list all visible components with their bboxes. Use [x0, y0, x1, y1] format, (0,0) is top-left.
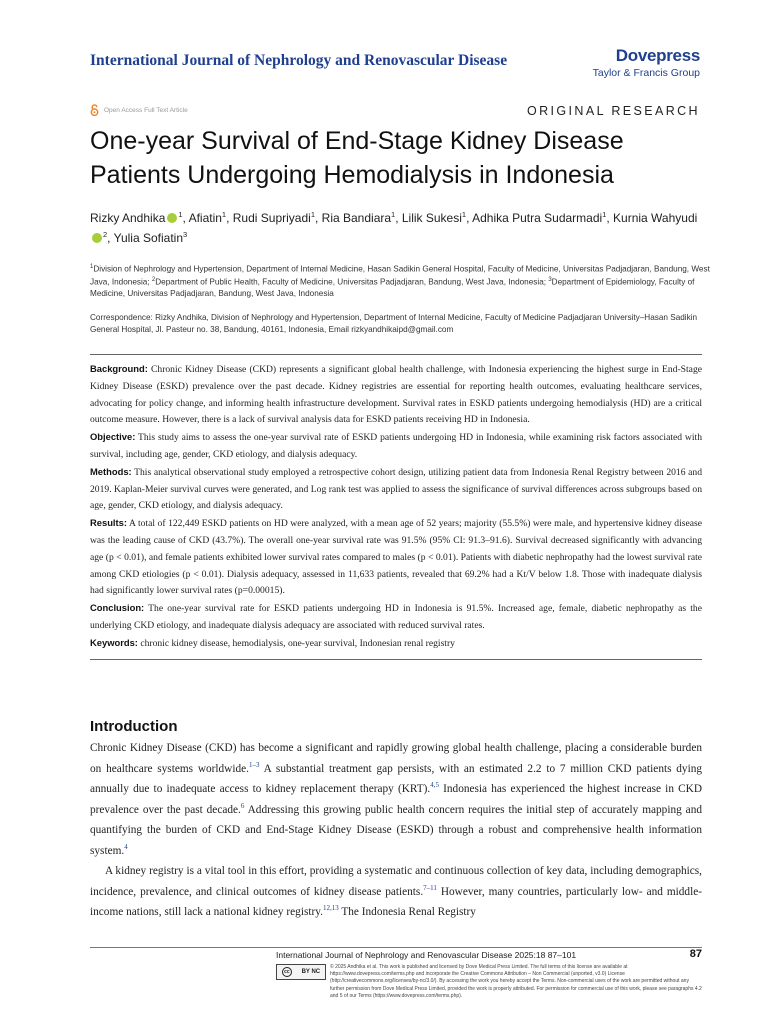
citation-link[interactable]: 6 [240, 801, 245, 810]
affiliation-number: 2 [151, 277, 156, 284]
abstract-section-text: A total of 122,449 ESKD patients on HD were analyzed, with a mean age of 52 years; majority (55.5%) were male, and hypertensive kidney disease was the leading cause of CKD (43.7%). The overall one-year survival rate was 91.5% (95% CI: 91.3–91.6). Survival decreased significantly with advancing age (p < 0.01), and female patients exhibited lower survival rates compared to males (p < 0.01). Patients with diabetic nephropathy had the lowest survival rate among CKD etiologies (p < 0.01). Dialysis adequacy, assessed in 11,633 patients, revealed that 69.2% had a Kt/V below 1.8. Those with inadequate dialysis had significantly lower survival rates (p=0.00015). [90, 518, 702, 597]
abstract-section-text: This analytical observational study employed a retrospective cohort design, utilizing patient data from Indonesia Renal Registry between 2016 and 2019. Kaplan-Meier survival curves were generated, and Log rank test was applied to assess the significance of survival differences across subgroups based on age, gender, CKD etiology, and dialysis adequacy. [90, 466, 702, 512]
citation-link[interactable]: 1–3 [248, 760, 260, 769]
author-name: Adhika Putra Sudarmadi [472, 211, 603, 225]
author-name: Lilik Sukesi [401, 211, 462, 225]
intro-text: Chronic Kidney Disease (CKD) has become a significant and rapidly growing global health challenge, placing a considerable burden on healthcare systems worldwide. [90, 742, 702, 775]
license-text: © 2025 Andhika et al. This work is published and licensed by Dove Medical Press Limited. The full terms of this license are available at https://www.dovepress.com/terms.php and incorporate the Creative Commons Attribution – Non Commercial (unported, v3.0) License (http://creativecommons.org/licenses/by-nc/3.0/). By accessing the work you hereby accept the Terms. Non-commercial uses of the work are permitted without any further permission from Dove Medical Press Limited, provided the work is properly attributed. For permission for commercial use of this work, please see paragraphs 4.2 and 5 of our Terms (https://www.dovepress.com/terms.php). [330, 964, 702, 999]
intro-text: Addressing this growing public health concern requires the initial step of accurately mapping and quantifying the burden of CKD and End-Stage Kidney Disease (ESKD) through a robust and comprehensive health information system. [90, 803, 702, 857]
orcid-icon[interactable] [167, 213, 177, 223]
abstract-section [90, 600, 702, 635]
section-heading-introduction: Introduction [90, 718, 178, 735]
author-name: Rizky Andhika [90, 211, 166, 225]
footer-divider [90, 947, 702, 948]
author-affiliation-number: 1 [602, 210, 607, 219]
affiliation-text: Department of Epidemiology, Faculty of Medicine, Universitas Padjadjaran, Bandung, West Java, Indonesia [90, 277, 695, 299]
open-access-badge [90, 104, 188, 116]
abstract-section-text: chronic kidney disease, hemodialysis, one-year survival, Indonesian renal registry [137, 637, 455, 649]
author-affiliation-number: 3 [183, 230, 188, 239]
abstract-section [90, 429, 702, 464]
intro-paragraph-1 [90, 738, 702, 861]
author-name: Ria Bandiara [321, 211, 392, 225]
abstract-section-text: The one-year survival rate for ESKD patients undergoing HD in Indonesia is 91.5%. Increased age, female, diabetic nephropathy as the underlying CKD etiology, and inadequate dialysis adequacy are associated with reduced survival rates. [90, 603, 702, 631]
intro-text: However, many countries, particularly low- and middle-income nations, still lack a national kidney registry. [90, 885, 702, 918]
open-access-label: Open Access Full Text Article [104, 106, 188, 114]
publisher-logo [593, 46, 700, 79]
abstract-section-label: Conclusion: [90, 602, 145, 614]
orcid-icon[interactable] [92, 233, 102, 243]
citation-link[interactable]: 4 [124, 842, 128, 851]
abstract-section [90, 635, 702, 653]
affiliation-text: Division of Nephrology and Hypertension, Department of Internal Medicine, Hasan Sadikin General Hospital, Faculty of Medicine, Universitas Padjadjaran, Bandung, West Java, Indonesia; [90, 264, 710, 287]
article-type: ORIGINAL RESEARCH [526, 104, 700, 118]
citation-link[interactable]: 4,5 [430, 781, 439, 790]
open-access-icon [90, 104, 99, 116]
publisher-group: Taylor & Francis Group [592, 67, 700, 79]
intro-paragraph-2 [90, 861, 702, 923]
abstract-section-label: Objective: [90, 431, 136, 443]
cc-circle-icon: cc [282, 967, 292, 977]
author-affiliation-number: 1 [178, 210, 183, 219]
abstract-section-label: Keywords: [90, 636, 138, 648]
author-affiliation-number: 1 [310, 210, 315, 219]
author-name: Kurnia Wahyudi [613, 211, 698, 225]
article-title: One-year Survival of End-Stage Kidney Disease Patients Undergoing Hemodialysis in Indonesia [90, 127, 624, 189]
abstract-section-text: Chronic Kidney Disease (CKD) represents a significant global health challenge, with Indonesia experiencing the highest surge in End-Stage Kidney Disease (ESKD) prevalence over the past decade. Kidney registries are essential for reporting health outcomes, evaluating healthcare services, advocating for policy change, and informing health infrastructure development. Survival rates in ESKD patients undergoing hemodialysis (HD) are a critical outcome measure. However, there is a lack of survival analysis data for ESKD patients receiving HD in Indonesia. [90, 364, 702, 426]
abstract-section [90, 464, 702, 515]
footer-journal-citation: International Journal of Nephrology and Renovascular Disease 2025:18 87–101 [276, 950, 577, 960]
cc-label: BY NC [301, 969, 321, 975]
citation-link[interactable]: 12,13 [323, 904, 339, 913]
affiliation-number: 1 [90, 264, 94, 270]
author-affiliation-number: 1 [221, 210, 227, 219]
cc-license-icon[interactable] [276, 964, 326, 980]
intro-text: The Indonesia Renal Registry [338, 906, 476, 918]
author-affiliation-number: 1 [391, 210, 396, 219]
affiliation-number: 3 [548, 277, 552, 284]
publisher-name: Dovepress [615, 46, 700, 65]
affiliations [90, 262, 710, 300]
citation-link[interactable]: 7–11 [423, 883, 437, 892]
intro-text: A substantial treatment gap persists, with an estimated 2.2 to 7 million CKD patients dying annually due to inadequate access to kidney replacement therapy (KRT). [90, 762, 703, 795]
author-name: Afiatin [188, 211, 222, 225]
abstract-section [90, 515, 702, 600]
intro-text: A kidney registry is a vital tool in this effort, providing a systematic and continuous collection of key data, including demographics, incidence, prevalence, and clinical outcomes of kidney disease patients. [90, 865, 702, 898]
journal-title: International Journal of Nephrology and Renovascular Disease [90, 52, 508, 69]
abstract [90, 354, 702, 660]
correspondence: Correspondence: Rizky Andhika, Division of Nephrology and Hypertension, Department of Internal Medicine, Faculty of Medicine Padjadjaran University–Hasan Sadikin General Hospital, Jl. Pasteur no. 38, Bandung, 40161, Indonesia, Email rizkyandhikaipd@gmail.com [90, 313, 698, 334]
author-affiliation-number: 1 [461, 210, 467, 219]
abstract-section-label: Results: [90, 517, 127, 529]
author-list: Rizky Andhika $^1$, Afiatin$^1$, Rudi Supriyadi$^1$, Ria Bandiara$^1$, Lilik Sukesi$^1$, Adhika Putra Sudarmadi$^1$, Kurnia Wahyudi$^2$, Yulia Sofiatin$^3$ [90, 210, 698, 245]
introduction-body [90, 738, 702, 923]
license-block [276, 964, 702, 1000]
page-number: 87 [689, 948, 702, 960]
affiliation-text: Department of Public Health, Faculty of Medicine, Universitas Padjadjaran, Bandung, West Java, Indonesia; [155, 277, 549, 287]
abstract-section [90, 361, 702, 429]
abstract-section-label: Background: [90, 363, 148, 374]
abstract-section-label: Methods: [90, 465, 132, 477]
author-name: Yulia Sofiatin [113, 231, 184, 245]
author-affiliation-number: 2 [103, 230, 108, 239]
abstract-section-text: This study aims to assess the one-year survival rate of ESKD patients undergoing HD in Indonesia, while examining risk factors associated with survival, including age, gender, CKD etiology, and dialysis adequacy. [90, 432, 702, 460]
author-name: Rudi Supriyadi [232, 211, 311, 225]
intro-text: Indonesia has experienced the highest increase in CKD prevalence over the past decade. [90, 783, 702, 816]
